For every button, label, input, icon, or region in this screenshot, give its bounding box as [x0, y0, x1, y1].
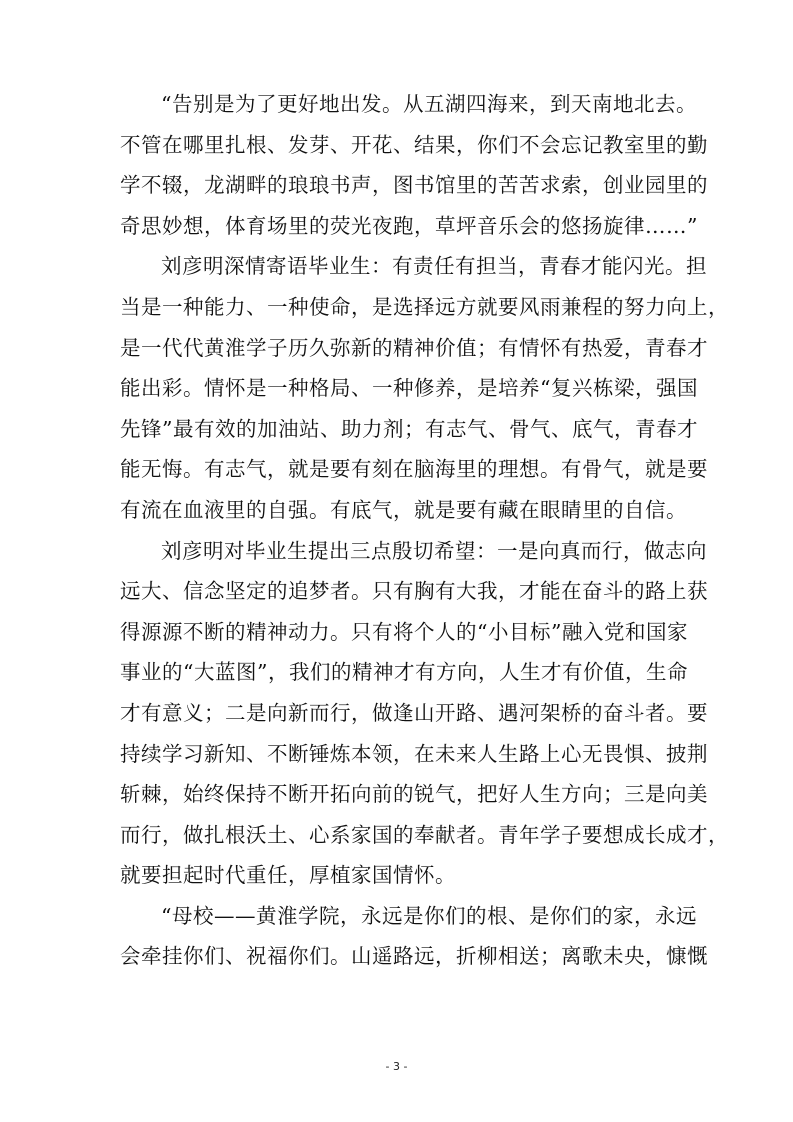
text-line: 学不辍，龙湖畔的琅琅书声，图书馆里的苦苦求索，创业园里的: [120, 173, 708, 198]
text-line: 而行，做扎根沃土、心系家国的奉献者。青年学子要想成长成才，: [120, 822, 729, 847]
text-line: 有流在血液里的自强。有底气，就是要有藏在眼睛里的自信。: [120, 497, 687, 522]
body-text: [120, 84, 729, 977]
text-line: 会牵挂你们、祝福你们。山遥路远，折柳相送；离歌未央，慷慨: [120, 944, 708, 969]
paragraph-responsibility: [120, 246, 729, 530]
text-line: 能出彩。情怀是一种格局、一种修养，是培养“复兴栋梁，强国: [120, 376, 698, 401]
text-line: 当是一种能力、一种使命，是选择远方就要风雨兼程的努力向上，: [120, 294, 729, 319]
text-line: 得源源不断的精神动力。只有将个人的“小目标”融入党和国家: [120, 619, 688, 644]
text-line: 持续学习新知、不断锤炼本领，在未来人生路上心无畏惧、披荆: [120, 741, 708, 766]
text-line: 刘彦明对毕业生提出三点殷切希望：一是向真而行，做志向: [161, 538, 707, 563]
text-line: 刘彦明深情寄语毕业生：有责任有担当，青春才能闪光。担: [161, 254, 707, 279]
text-line: “告别是为了更好地出发。从五湖四海来，到天南地北去。: [161, 92, 697, 116]
text-line: 能无悔。有志气，就是要有刻在脑海里的理想。有骨气，就是要: [120, 457, 708, 482]
text-line: 就要担起时代重任，厚植家国情怀。: [120, 863, 456, 888]
paragraph-alma-mater: [120, 896, 708, 977]
text-line: 远大、信念坚定的追梦者。只有胸有大我，才能在奋斗的路上获: [120, 579, 708, 604]
text-line: 是一代代黄淮学子历久弥新的精神价值；有情怀有热爱，青春才: [120, 335, 708, 360]
page-number: - 3 -: [385, 1060, 408, 1073]
text-line: “母校——黄淮学院，永远是你们的根、是你们的家，永远: [161, 903, 697, 928]
paragraph-three-hopes: [120, 531, 729, 896]
text-line: 斩棘，始终保持不断开拓向前的锐气，把好人生方向；三是向美: [120, 782, 708, 807]
paragraph-farewell-quote: [120, 84, 708, 246]
text-line: 不管在哪里扎根、发芽、开花、结果，你们不会忘记教室里的勤: [120, 132, 708, 157]
text-line: 事业的“大蓝图”，我们的精神才有方向，人生才有价值，生命: [120, 660, 688, 685]
text-line: 才有意义；二是向新而行，做逢山开路、遇河架桥的奋斗者。要: [120, 700, 708, 725]
text-line: 先锋”最有效的加油站、助力剂；有志气、骨气、底气，青春才: [120, 416, 698, 441]
text-line: 奇思妙想，体育场里的荧光夜跑，草坪音乐会的悠扬旋律……”: [120, 213, 698, 238]
